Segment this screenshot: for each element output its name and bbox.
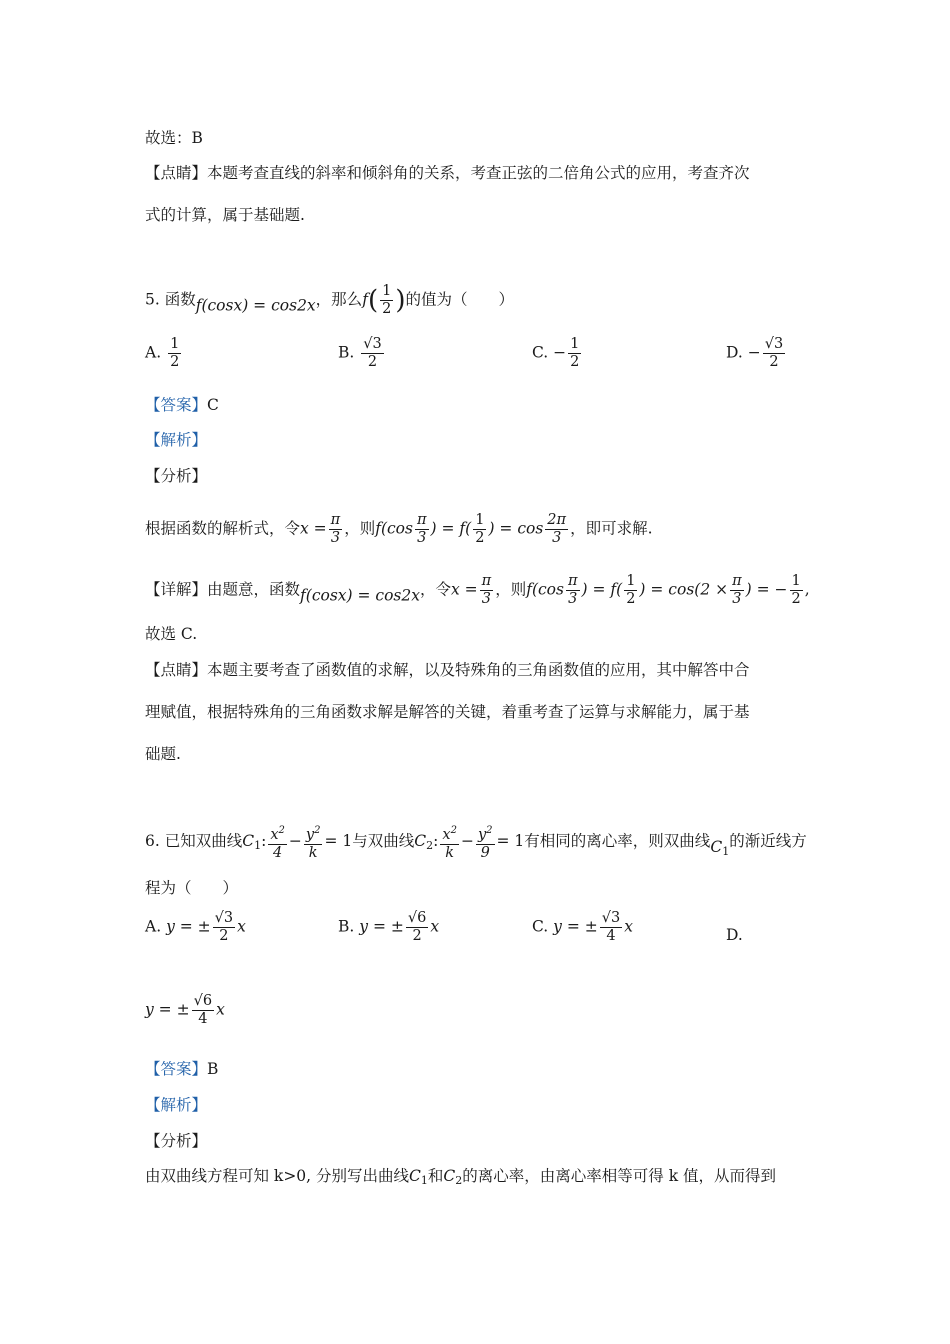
q5-choice: 故选 C. [145, 625, 198, 643]
answer-value: C [207, 396, 219, 414]
q5-jiexi-tag: 【解析】 [145, 431, 208, 449]
q5-f: f [362, 290, 368, 309]
q6-option-c: C. y = ± $\frac{√3}{4}$ x [532, 910, 633, 944]
q5-option-a: A. $\frac{1}{2}$ [145, 336, 180, 370]
q5-comment-line1: 【点睛】本题主要考查了函数值的求解，以及特殊角的三角函数值的应用，其中解答中合 [145, 661, 750, 679]
q6-stem-line2: 程为（ ） [145, 879, 239, 897]
q5-comment-line3: 础题. [145, 745, 181, 763]
q5-stem: 5. 函数f(cosx) = cos2x，那么f( $\frac{1}{2}$ )的值为（ ） [145, 283, 514, 317]
detail-tag: 【详解】 [145, 580, 208, 599]
answer-value: B [207, 1060, 219, 1078]
q5-answer [145, 393, 219, 417]
q5-analysis: 根据函数的解析式，令x = $\frac{\pi}{3}$ ，则f(cos $\frac{\pi}{3}$ ) = f( $\frac{1}{2}$ ) = cos $\frac{2\pi}{3}$ ，即可求解. [145, 512, 653, 546]
q6-analysis: 由双曲线方程可知 k>0, 分别写出曲线$C_1$和$C_2$的离心率，由离心率相等可得 k 值，从而得到 [145, 1167, 777, 1187]
q6-option-b: B. y = ± $\frac{√6}{2}$ x [338, 910, 440, 944]
q5-option-c: C. − $\frac{1}{2}$ [532, 336, 580, 370]
q5-stem-mid: ，那么 [315, 290, 363, 309]
q5-fenxi-tag: 【分析】 [145, 467, 208, 485]
prev-comment-line2: 式的计算，属于基础题. [145, 206, 305, 224]
q6-option-d-letter: D. [726, 926, 743, 944]
comment-text: 本题考查直线的斜率和倾斜角的关系，考查正弦的二倍角公式的应用，考查齐次 [207, 164, 750, 182]
q6-fenxi-tag: 【分析】 [145, 1132, 208, 1150]
q5-stem-prefix: 5. 函数 [145, 290, 196, 309]
q5-option-b: B. $\frac{√3}{2}$ [338, 336, 382, 370]
q6-option-a: A. y = ± $\frac{√3}{2}$ x [145, 910, 246, 944]
answer-tag: 【答案】 [145, 1060, 208, 1078]
prev-choice: 故选：B [145, 129, 203, 147]
comment-tag: 【点睛】 [145, 661, 208, 679]
comment-tag: 【点睛】 [145, 164, 208, 182]
q6-jiexi-tag: 【解析】 [145, 1096, 208, 1114]
q5-option-d: D. − $\frac{√3}{2}$ [726, 336, 784, 370]
answer-tag: 【答案】 [145, 396, 208, 414]
q5-half: $\frac{1}{2}$ [382, 283, 392, 317]
q5-stem-suffix: 的值为（ ） [405, 290, 514, 309]
q5-function-def: f(cosx) = cos2x [195, 296, 316, 315]
q6-stem: 6. 已知双曲线$C_1$: $\frac{x^2}{4}$ − $\frac{y^2}{k}$ = 1与双曲线$C_2$: $\frac{x^2}{k}$ − $\frac{y^2}{9}$ = 1有相同的离心率，则双曲线$C_1$的渐近线方 [145, 822, 807, 864]
q6-answer [145, 1057, 218, 1081]
q5-detail: 【详解】由题意，函数f(cosx) = cos2x，令x = $\frac{\pi}{3}$ ，则f(cos $\frac{\pi}{3}$ ) = f( $\frac{1}{2}$ ) = cos(2 × $\frac{\pi}{3}$ ) = − $\frac{1}{2}$ , [145, 573, 810, 607]
prev-comment-line1 [145, 161, 750, 185]
q6-option-d: y = ± $\frac{√6}{4}$ x [145, 993, 225, 1027]
q5-comment-line2: 理赋值，根据特殊角的三角函数求解是解答的关键，着重考查了运算与求解能力，属于基 [145, 703, 750, 721]
